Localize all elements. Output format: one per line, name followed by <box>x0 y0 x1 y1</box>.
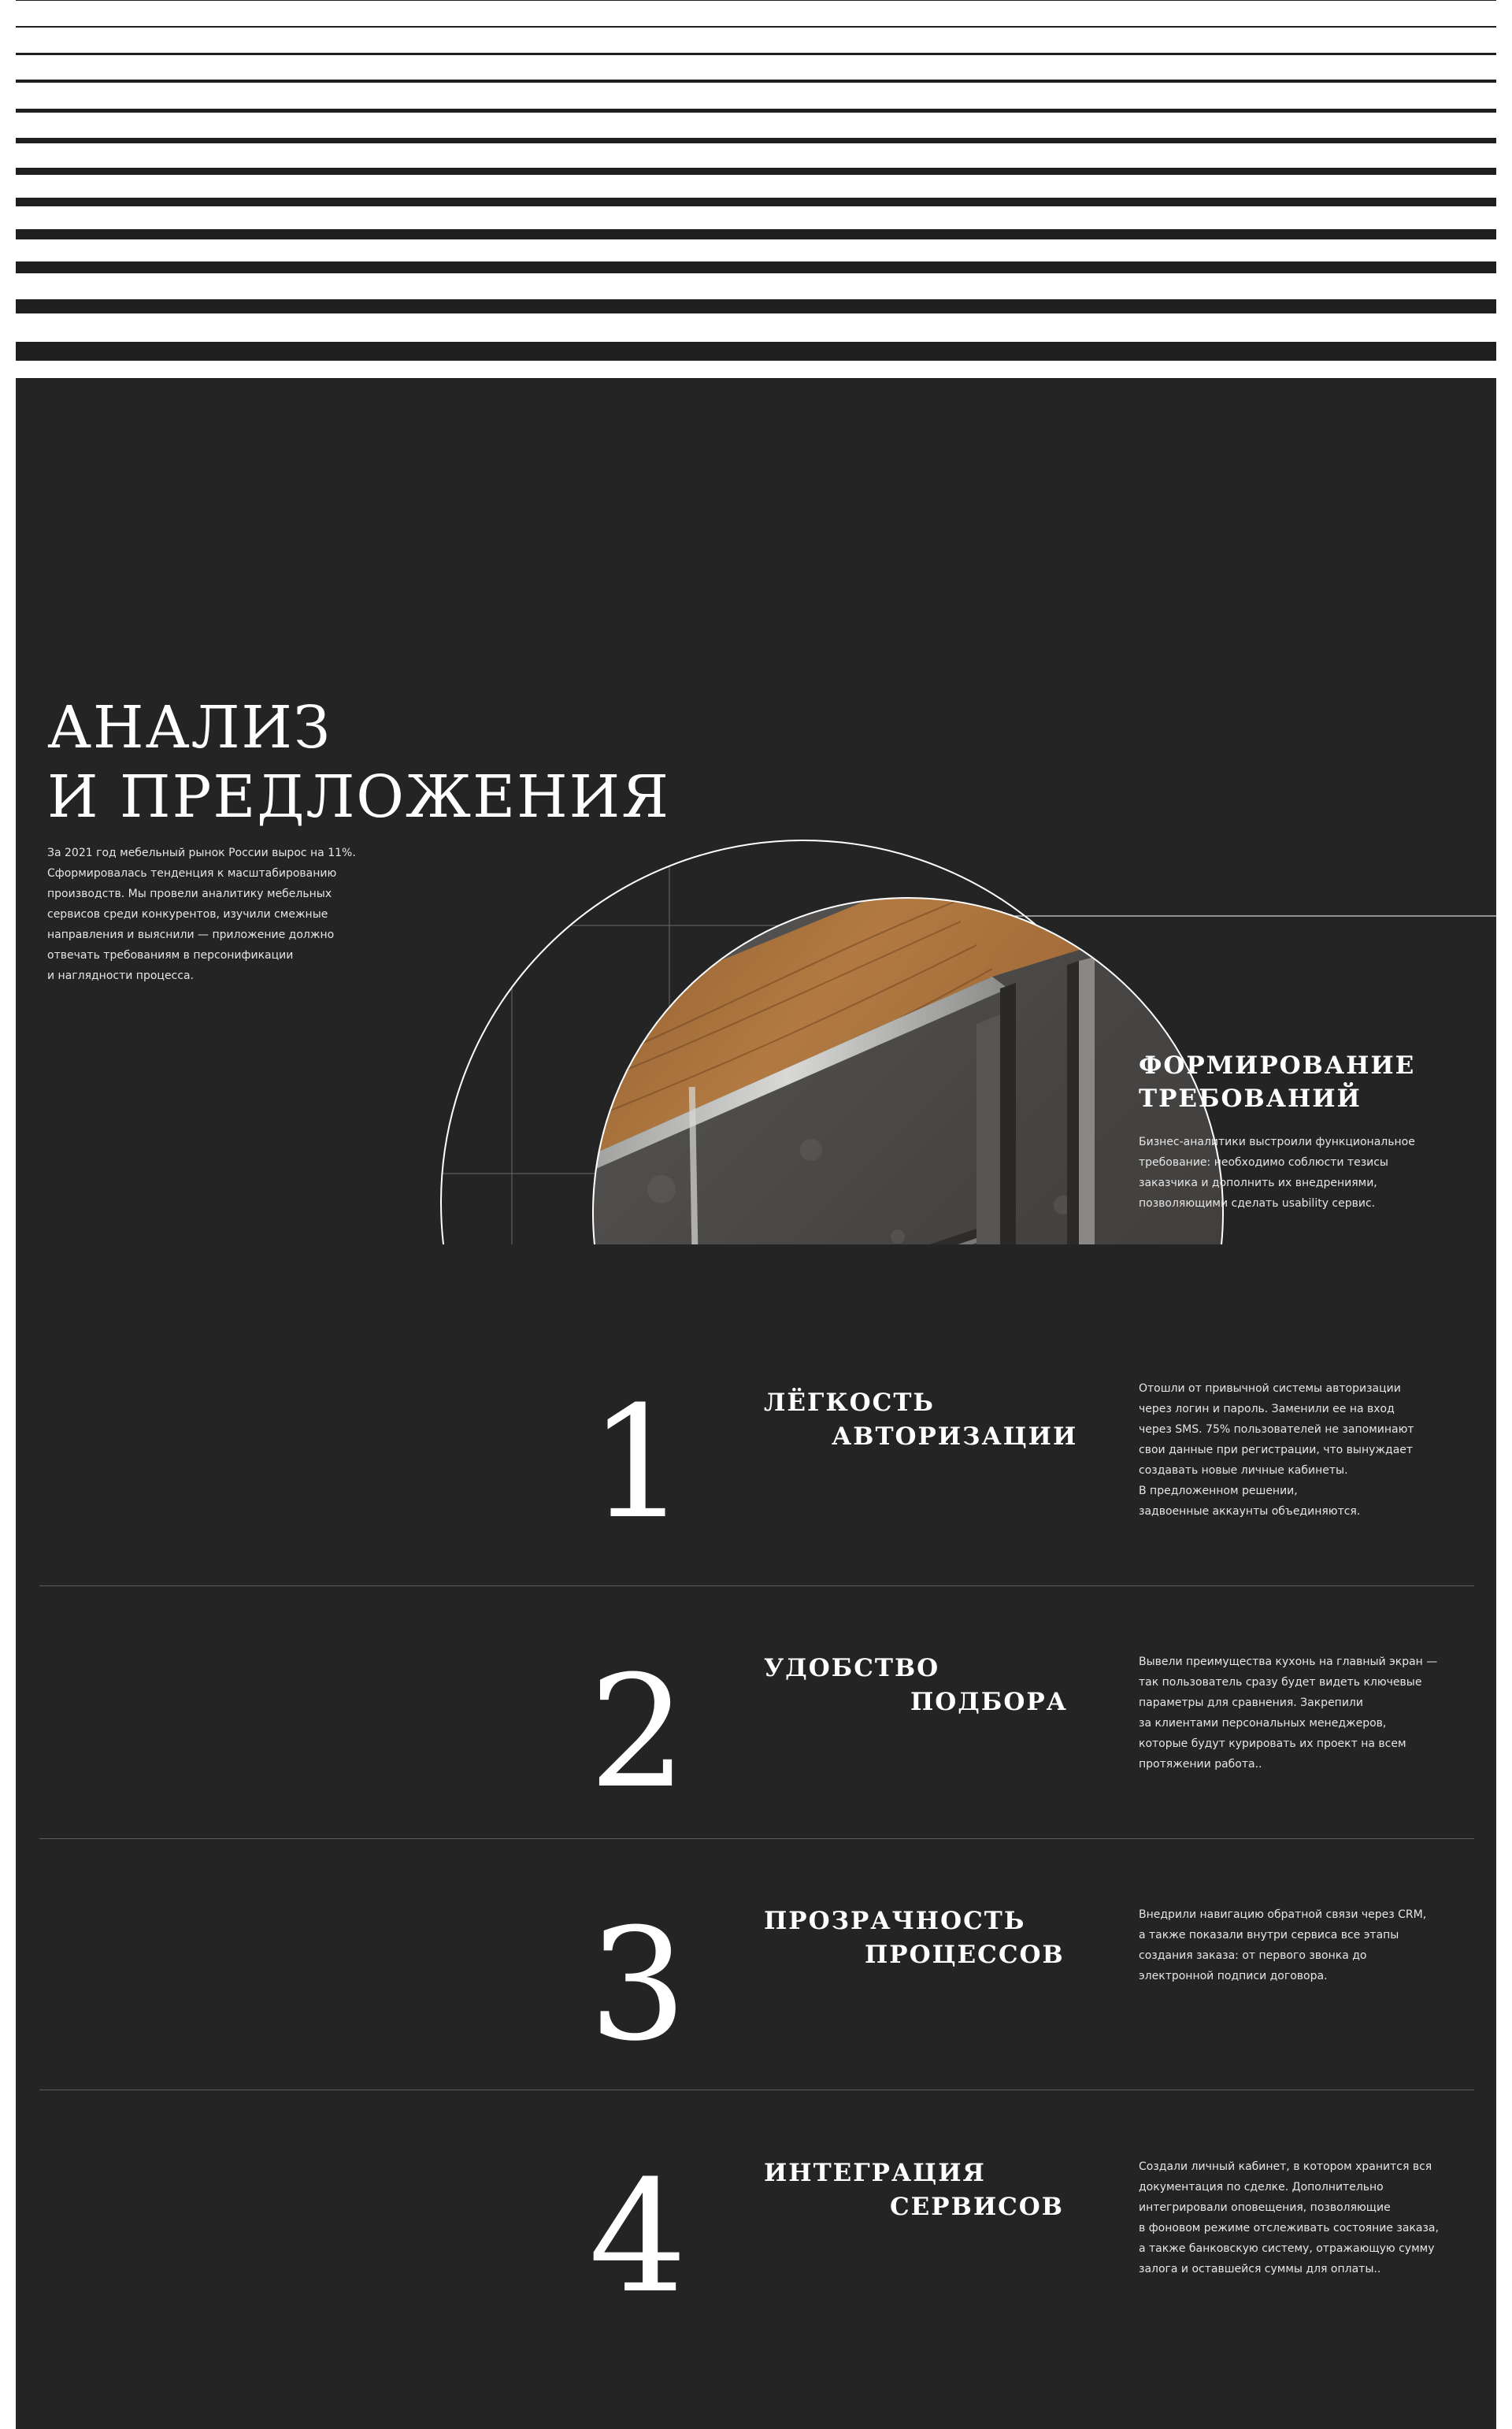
intro-line: и наглядности процесса. <box>47 970 194 982</box>
feature-text-line: в фоновом режиме отслеживать состояние заказа, <box>1139 2222 1439 2234</box>
intro-text <box>47 843 378 986</box>
page-title <box>47 693 670 832</box>
stripe <box>16 168 1496 175</box>
feature-text <box>1139 1378 1469 1522</box>
feature-title <box>764 1652 1068 1719</box>
feature-title-line: ПРОЦЕССОВ <box>865 1941 1065 1969</box>
intro-line: Сформировалась тенденция к масштабированию <box>47 867 337 880</box>
title-line: АНАЛИЗ <box>47 694 332 762</box>
requirements-title-line: ТРЕБОВАНИЙ <box>1139 1085 1362 1113</box>
feature-title-line: ЛЁГКОСТЬ <box>764 1389 935 1417</box>
requirements-line: позволяющими сделать usability сервис. <box>1139 1197 1376 1210</box>
stripe <box>16 0 1496 1</box>
title-line: И ПРЕДЛОЖЕНИЯ <box>47 763 670 831</box>
feature-title-line: ПОДБОРА <box>910 1688 1068 1716</box>
requirements-text <box>1139 1132 1469 1214</box>
stripe <box>16 198 1496 206</box>
feature-text-line: Создали личный кабинет, в котором хранится вся <box>1139 2160 1432 2173</box>
feature-text-line: электронной подписи договора. <box>1139 1970 1328 1982</box>
stripe <box>16 80 1496 83</box>
feature-title <box>764 2156 1064 2224</box>
feature-number: 1 <box>588 1374 687 1553</box>
feature-title-line: ПРОЗРАЧНОСТЬ <box>764 1907 1026 1935</box>
intro-line: отвечать требованиям в персонификации <box>47 949 294 962</box>
feature-number: 3 <box>588 1896 687 2075</box>
feature-number: 2 <box>588 1643 687 1823</box>
intro-line: направления и выяснили — приложение должно <box>47 929 335 941</box>
feature-text <box>1139 2156 1469 2279</box>
feature-text-line: а также банковскую систему, отражающую сумму <box>1139 2242 1435 2255</box>
feature-text-line: задвоенные аккаунты объединяются. <box>1139 1505 1361 1518</box>
divider <box>39 1838 1474 1839</box>
feature-title-line: УДОБСТВО <box>764 1654 940 1682</box>
feature-text-line: параметры для сравнения. Закрепили <box>1139 1697 1363 1709</box>
analysis-section <box>16 378 1496 2429</box>
stripe <box>16 109 1496 113</box>
feature-text-line: через SMS. 75% пользователей не запоминают <box>1139 1423 1414 1436</box>
stripe <box>16 229 1496 239</box>
feature-title-line: СЕРВИСОВ <box>890 2193 1064 2221</box>
feature-text-line: через логин и пароль. Заменили ее на вход <box>1139 1403 1395 1415</box>
stripe <box>16 138 1496 143</box>
feature-text-line: В предложенном решении, <box>1139 1485 1298 1497</box>
feature-text-line: Вывели преимущества кухонь на главный экран — <box>1139 1656 1438 1668</box>
requirements-title-line: ФОРМИРОВАНИЕ <box>1139 1051 1416 1080</box>
feature-text-line: свои данные при регистрации, что вынуждает <box>1139 1444 1414 1456</box>
feature-title <box>764 1386 1077 1454</box>
feature-text-line: документация по сделке. Дополнительно <box>1139 2181 1384 2194</box>
feature-title <box>764 1904 1065 1972</box>
feature-text-line: которые будут курировать их проект на всем <box>1139 1737 1406 1750</box>
feature-text-line: создания заказа: от первого звонка до <box>1139 1949 1367 1962</box>
requirements-line: требование: необходимо соблюсти тезисы <box>1139 1156 1388 1169</box>
requirements-line: заказчика и дополнить их внедрениями, <box>1139 1177 1377 1189</box>
feature-text-line: интегрировали оповещения, позволяющие <box>1139 2201 1391 2214</box>
feature-title-line: ИНТЕГРАЦИЯ <box>764 2159 986 2187</box>
feature-text-line: Внедрили навигацию обратной связи через CRM, <box>1139 1908 1427 1921</box>
feature-number: 4 <box>588 2148 687 2327</box>
intro-line: производств. Мы провели аналитику мебельных <box>47 888 332 900</box>
feature-text-line: Отошли от привычной системы авторизации <box>1139 1382 1401 1395</box>
feature-text-line: протяжении работа.. <box>1139 1758 1262 1771</box>
feature-title-line: АВТОРИЗАЦИИ <box>832 1422 1078 1451</box>
stripe <box>16 342 1496 361</box>
stripe <box>16 299 1496 313</box>
stripe <box>16 261 1496 273</box>
feature-text-line: так пользователь сразу будет видеть ключевые <box>1139 1676 1422 1689</box>
requirements-line: Бизнес-аналитики выстроили функциональное <box>1139 1136 1415 1148</box>
feature-text <box>1139 1652 1469 1774</box>
feature-text-line: за клиентами персональных менеджеров, <box>1139 1717 1387 1730</box>
feature-text-line: залога и оставшейся суммы для оплаты.. <box>1139 2263 1381 2275</box>
stripe <box>16 26 1496 28</box>
divider <box>39 1585 1474 1586</box>
stripe <box>16 53 1496 55</box>
decorative-stripes <box>16 0 1496 378</box>
feature-text <box>1139 1904 1469 1986</box>
requirements-title <box>1139 1049 1415 1115</box>
intro-line: За 2021 год мебельный рынок России вырос на 11%. <box>47 847 356 859</box>
feature-text-line: а также показали внутри сервиса все этапы <box>1139 1929 1399 1941</box>
intro-line: сервисов среди конкурентов, изучили смежные <box>47 908 328 921</box>
feature-text-line: создавать новые личные кабинеты. <box>1139 1464 1348 1477</box>
